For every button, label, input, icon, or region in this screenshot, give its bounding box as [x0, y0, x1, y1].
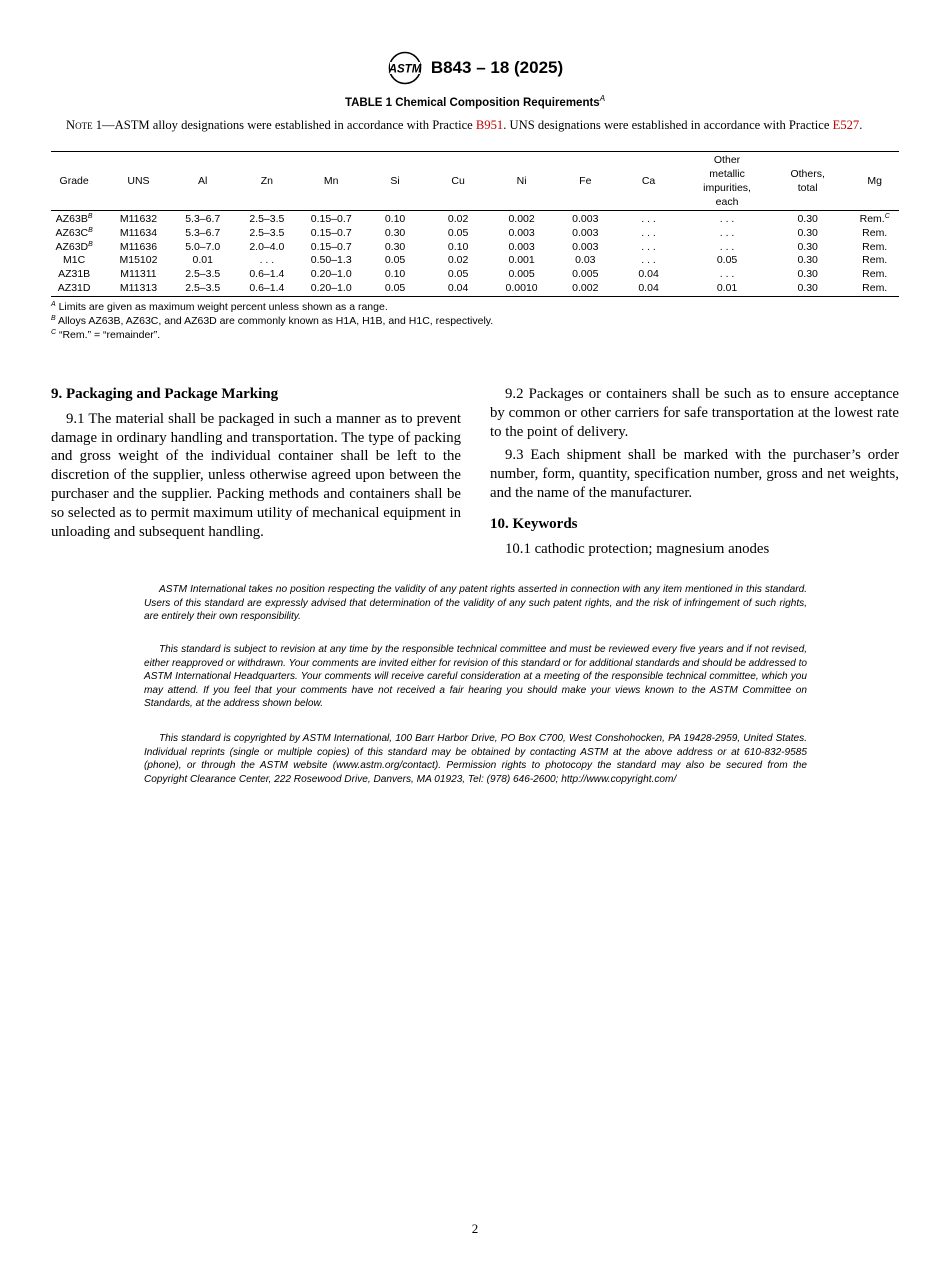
cell-grade [51, 211, 97, 227]
mg-value: Rem. [862, 281, 888, 294]
footnote-text: Limits are given as maximum weight percent unless shown as a range. [55, 301, 388, 313]
section-9-3-paragraph: 9.3 Each shipment shall be marked with the purchaser’s order number, form, quantity, specification number, gross and net weights, and the name of the manufacturer. [490, 447, 899, 501]
table-footnote-c [51, 328, 899, 342]
grade-value: AZ63D [55, 240, 89, 253]
section-9-2-paragraph: 9.2 Packages or containers shall be such as to ensure acceptance by common or other carriers for safe transportation at the lowest rate to the point of delivery. [490, 386, 899, 440]
footnote-mark: A [51, 301, 56, 308]
cell-cu: 0.05 [447, 268, 469, 281]
cell-fe: 0.002 [572, 281, 599, 294]
cell-others-total: 0.30 [797, 240, 818, 253]
cell-ni: 0.0010 [505, 281, 538, 294]
cell-others-total: 0.30 [797, 281, 818, 294]
table-row [51, 282, 899, 296]
cell-uns: M11636 [119, 240, 158, 253]
footnote-mark: B [88, 240, 93, 248]
cell-fe: 0.005 [572, 268, 599, 281]
table-footnote-b [51, 314, 899, 328]
cell-si: 0.10 [384, 268, 406, 281]
cell-grade [51, 227, 97, 241]
table-header-row [51, 152, 899, 211]
footnote-text: “Rem.” = “remainder”. [56, 329, 161, 341]
cell-other-each: 0.05 [716, 254, 738, 267]
cell-uns: M11311 [120, 268, 157, 281]
cell-others-total: 0.30 [797, 268, 818, 281]
cell-zn: 0.6–1.4 [249, 268, 285, 281]
cell-mn: 0.15–0.7 [310, 240, 352, 253]
cell-cu: 0.05 [447, 226, 469, 239]
cell-mn: 0.20–1.0 [310, 268, 352, 281]
footnote-mark: B [51, 315, 56, 322]
cell-ca: . . . [641, 213, 656, 225]
table-title-footnote-mark: A [599, 94, 606, 103]
table-row [51, 227, 899, 241]
note-ref-e527-link[interactable]: E527 [832, 118, 860, 132]
col-header-ca: Ca [641, 175, 656, 187]
cell-zn: 2.5–3.5 [249, 213, 285, 225]
astm-logo-text: ASTM [388, 63, 422, 76]
cell-grade [51, 268, 97, 282]
cell-others-total: 0.30 [797, 254, 818, 267]
footnote-mark: C [51, 329, 57, 336]
footnote-mark: B [88, 226, 93, 234]
note-text-2: . UNS designations were established in accordance with Practice [503, 118, 833, 132]
cell-al: 5.3–6.7 [185, 213, 221, 225]
mg-value: Rem. [859, 213, 885, 225]
cell-zn: 0.6–1.4 [249, 281, 285, 294]
cell-si: 0.30 [384, 226, 406, 239]
cell-ni: 0.005 [508, 268, 535, 281]
legal-patent-notice: ASTM International takes no position respecting the validity of any patent rights asserted in connection with any item mentioned in this standard. Users of this standard are expressly advised that determination of the validity of any such patent rights, and the risk of infringement of such rights, are entirely their own responsibility. [144, 584, 807, 623]
col-header-fe: Fe [579, 175, 592, 187]
col-header-cu: Cu [451, 175, 465, 187]
cell-mg [850, 211, 899, 227]
section-10-1-paragraph: 10.1 cathodic protection; magnesium anodes [505, 540, 770, 557]
mg-value: Rem. [862, 240, 888, 253]
cell-grade [51, 282, 97, 296]
page-number: 2 [471, 1221, 479, 1236]
cell-other-each: . . . [719, 226, 735, 239]
note-text-1: —ASTM alloy designations were established in accordance with Practice [102, 118, 476, 132]
mg-value: Rem. [862, 268, 888, 281]
table-footnotes [51, 300, 899, 342]
cell-mn: 0.15–0.7 [310, 213, 352, 225]
cell-ca: . . . [641, 254, 656, 267]
col-header-zn: Zn [260, 175, 273, 187]
cell-cu: 0.04 [447, 281, 469, 294]
cell-mg [850, 268, 899, 282]
col-header-grade: Grade [59, 175, 89, 187]
grade-value: M1C [63, 254, 86, 267]
table-note [51, 118, 899, 133]
cell-ca: 0.04 [638, 268, 659, 281]
cell-others-total: 0.30 [797, 213, 818, 225]
cell-mg [850, 254, 899, 268]
cell-al: 2.5–3.5 [185, 281, 221, 294]
cell-zn: 2.0–4.0 [249, 240, 285, 253]
grade-value: AZ63B [55, 213, 88, 225]
cell-ni: 0.001 [508, 254, 535, 267]
footnote-mark: C [884, 213, 890, 220]
cell-ni: 0.002 [508, 213, 535, 225]
astm-logo-icon [387, 51, 423, 85]
section-10-heading: 10. Keywords [490, 515, 578, 532]
col-header-si: Si [390, 175, 400, 187]
cell-other-each: . . . [719, 213, 735, 225]
cell-al: 5.3–6.7 [185, 226, 221, 239]
table-row [51, 211, 899, 227]
legal-copyright-notice: This standard is copyrighted by ASTM International, 100 Barr Harbor Drive, PO Box C700, West Conshohocken, PA 19428-2959, United States. Individual reprints (single or multiple copies) of this standard may be obtained by contacting ASTM at the above address or at 610-832-9585 (phone), or through the ASTM website (www.astm.org/contact). Permission rights to photocopy the standard may also be secured from the Copyright Clearance Center, 222 Rosewood Drive, Danvers, MA 01923, Tel: (978) 646-2600; http://www.copyright.com/ [144, 733, 807, 785]
cell-uns: M15102 [119, 254, 158, 267]
col-header-mg: Mg [867, 175, 882, 187]
cell-al: 0.01 [192, 254, 213, 267]
cell-ca: . . . [641, 240, 656, 253]
cell-uns: M11313 [119, 281, 158, 294]
cell-mg [850, 227, 899, 241]
cell-other-each: . . . [719, 268, 735, 281]
cell-si: 0.30 [384, 240, 406, 253]
legal-revision-notice: This standard is subject to revision at any time by the responsible technical committee and must be reviewed every five years and if not revised, either reapproved or withdrawn. Your comments are invited either for revision of this standard or for additional standards and should be addressed to ASTM International Headquarters. Your comments will receive careful consideration at a meeting of the responsible technical committee, which you may attend. If you feel that your comments have not received a fair hearing you should make your views known to the ASTM Committee on Standards, at the address shown below. [144, 644, 808, 710]
cell-mg [850, 282, 899, 296]
cell-si: 0.05 [384, 281, 406, 294]
table-row [51, 268, 899, 282]
cell-mn: 0.15–0.7 [310, 226, 352, 239]
cell-cu: 0.02 [447, 213, 469, 225]
section-9-1-paragraph: 9.1 The material shall be packaged in such a manner as to prevent damage in ordinary handling and transportation. The type of packing and gross weight of the individual container shall be left to the discretion of the supplier, unless otherwise agreed upon between the purchaser and the supplier. Packing methods and containers shall be so selected as to permit maximum utility of mechanical equipment in unloading and subsequent handling. [51, 410, 461, 540]
cell-fe: 0.03 [575, 254, 596, 267]
note-text-3: . [859, 118, 863, 132]
col-header-other-each: Other metallic impurities, each [703, 154, 751, 208]
col-header-uns: UNS [127, 175, 150, 187]
col-header-others-total: Others, total [790, 168, 825, 194]
cell-cu: 0.10 [447, 240, 469, 253]
table-row [51, 241, 899, 255]
cell-mg [850, 241, 899, 255]
cell-ni: 0.003 [508, 240, 535, 253]
cell-mn: 0.50–1.3 [310, 254, 352, 267]
cell-other-each: . . . [719, 240, 735, 253]
table-title [0, 94, 950, 109]
cell-other-each: 0.01 [716, 281, 738, 294]
cell-others-total: 0.30 [797, 226, 818, 239]
cell-zn: 2.5–3.5 [249, 226, 285, 239]
cell-fe: 0.003 [572, 213, 599, 225]
grade-value: AZ63C [55, 226, 89, 239]
cell-fe: 0.003 [572, 226, 599, 239]
note-ref-b951-link[interactable]: B951 [475, 118, 504, 132]
section-9-heading: 9. Packaging and Package Marking [51, 386, 279, 402]
cell-al: 5.0–7.0 [185, 240, 221, 253]
cell-mn: 0.20–1.0 [310, 281, 352, 294]
cell-uns: M11632 [119, 213, 158, 225]
col-header-al: Al [198, 175, 208, 187]
mg-value: Rem. [862, 254, 888, 267]
cell-ni: 0.003 [508, 226, 535, 239]
cell-si: 0.10 [384, 213, 406, 225]
col-header-ni: Ni [516, 175, 527, 187]
chemical-composition-table [51, 151, 899, 297]
grade-value: AZ31B [58, 268, 91, 281]
cell-si: 0.05 [384, 254, 406, 267]
left-column [51, 385, 461, 546]
table-footnote-a [51, 300, 899, 314]
footnote-mark: B [87, 213, 93, 220]
cell-al: 2.5–3.5 [185, 268, 221, 281]
mg-value: Rem. [862, 226, 888, 239]
cell-grade [51, 254, 97, 268]
page-header [0, 50, 950, 86]
grade-value: AZ31D [57, 281, 91, 294]
document-designation: B843 – 18 (2025) [430, 58, 564, 77]
col-header-mn: Mn [323, 175, 339, 187]
table-row [51, 254, 899, 268]
note-label: Note 1 [66, 118, 103, 132]
cell-grade [51, 241, 97, 255]
cell-uns: M11634 [119, 226, 158, 239]
right-column [490, 385, 899, 563]
cell-fe: 0.003 [572, 240, 599, 253]
cell-ca: 0.04 [638, 281, 659, 294]
table-title-text: TABLE 1 Chemical Composition Requirements [344, 96, 600, 109]
cell-ca: . . . [641, 226, 656, 239]
cell-zn: . . . [259, 254, 275, 267]
cell-cu: 0.02 [447, 254, 469, 267]
footnote-text: Alloys AZ63B, AZ63C, and AZ63D are commonly known as H1A, H1B, and H1C, respectively. [55, 315, 494, 327]
